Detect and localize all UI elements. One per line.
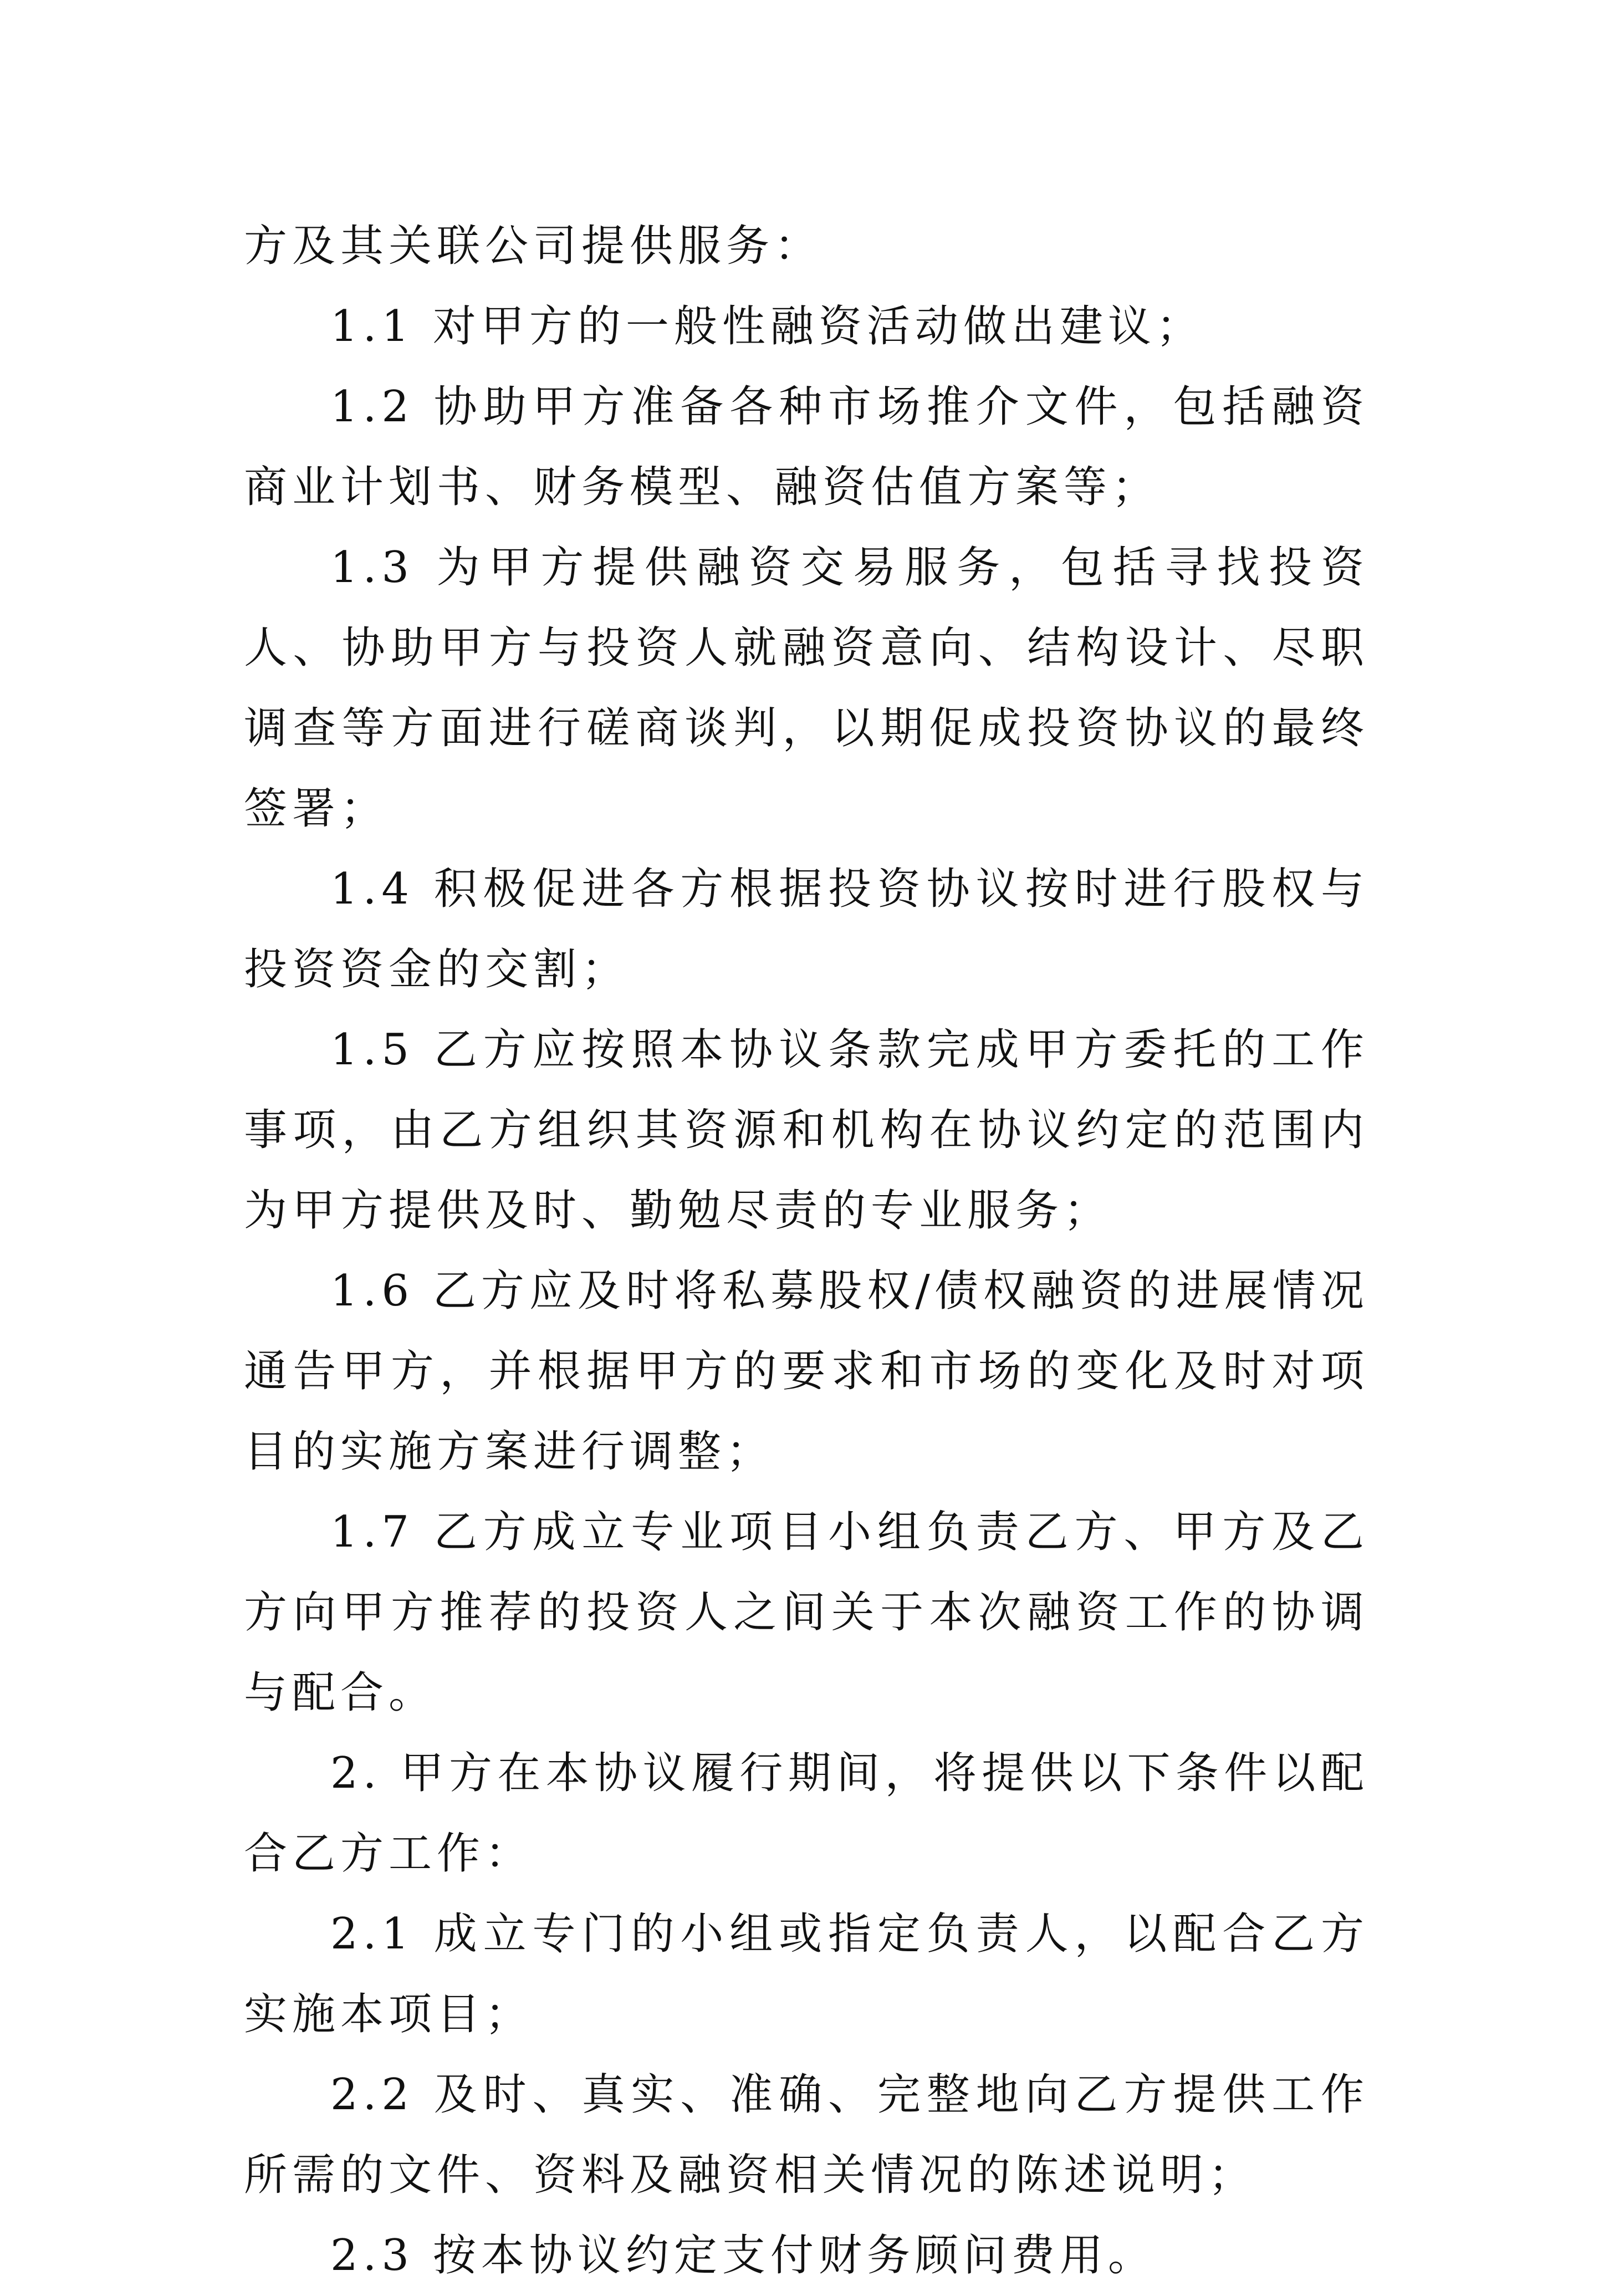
- paragraph-1-7: 1.7 乙方成立专业项目小组负责乙方、甲方及乙方向甲方推荐的投资人之间关于本次融资工作的协调与配合。: [244, 1507, 1369, 1718]
- paragraph-1: 方及其关联公司提供服务：: [244, 221, 823, 271]
- paragraph-1-6: 1.6 乙方应及时将私募股权/债权融资的进展情况通告甲方，并根据甲方的要求和市场的变化及时对项目的实施方案进行调整；: [244, 1266, 1369, 1477]
- paragraph-2-1: 2.1 成立专门的小组或指定负责人，以配合乙方实施本项目；: [244, 1909, 1369, 2039]
- paragraph-1-4: 1.4 积极促进各方根据投资协议按时进行股权与投资资金的交割；: [244, 864, 1369, 994]
- paragraph-1-2: 1.2 协助甲方准备各种市场推介文件，包括融资商业计划书、财务模型、融资估值方案等；: [244, 382, 1369, 512]
- paragraph-2-2: 2.2 及时、真实、准确、完整地向乙方提供工作所需的文件、资料及融资相关情况的陈述说明；: [244, 2070, 1369, 2200]
- paragraph-1-3: 1.3 为甲方提供融资交易服务，包括寻找投资人、协助甲方与投资人就融资意向、结构设计、尽职调查等方面进行磋商谈判，以期促成投资协议的最终签署；: [244, 543, 1369, 834]
- paragraph-2: 2. 甲方在本协议履行期间，将提供以下条件以配合乙方工作：: [244, 1748, 1369, 1879]
- paragraph-1-1: 1.1 对甲方的一般性融资活动做出建议；: [330, 302, 1204, 351]
- paragraph-1-5: 1.5 乙方应按照本协议条款完成甲方委托的工作事项，由乙方组织其资源和机构在协议约定的范围内为甲方提供及时、勤勉尽责的专业服务；: [244, 1025, 1369, 1236]
- paragraph-2-3: 2.3 按本协议约定支付财务顾问费用。: [330, 2231, 1156, 2280]
- document-body: [244, 206, 1369, 2296]
